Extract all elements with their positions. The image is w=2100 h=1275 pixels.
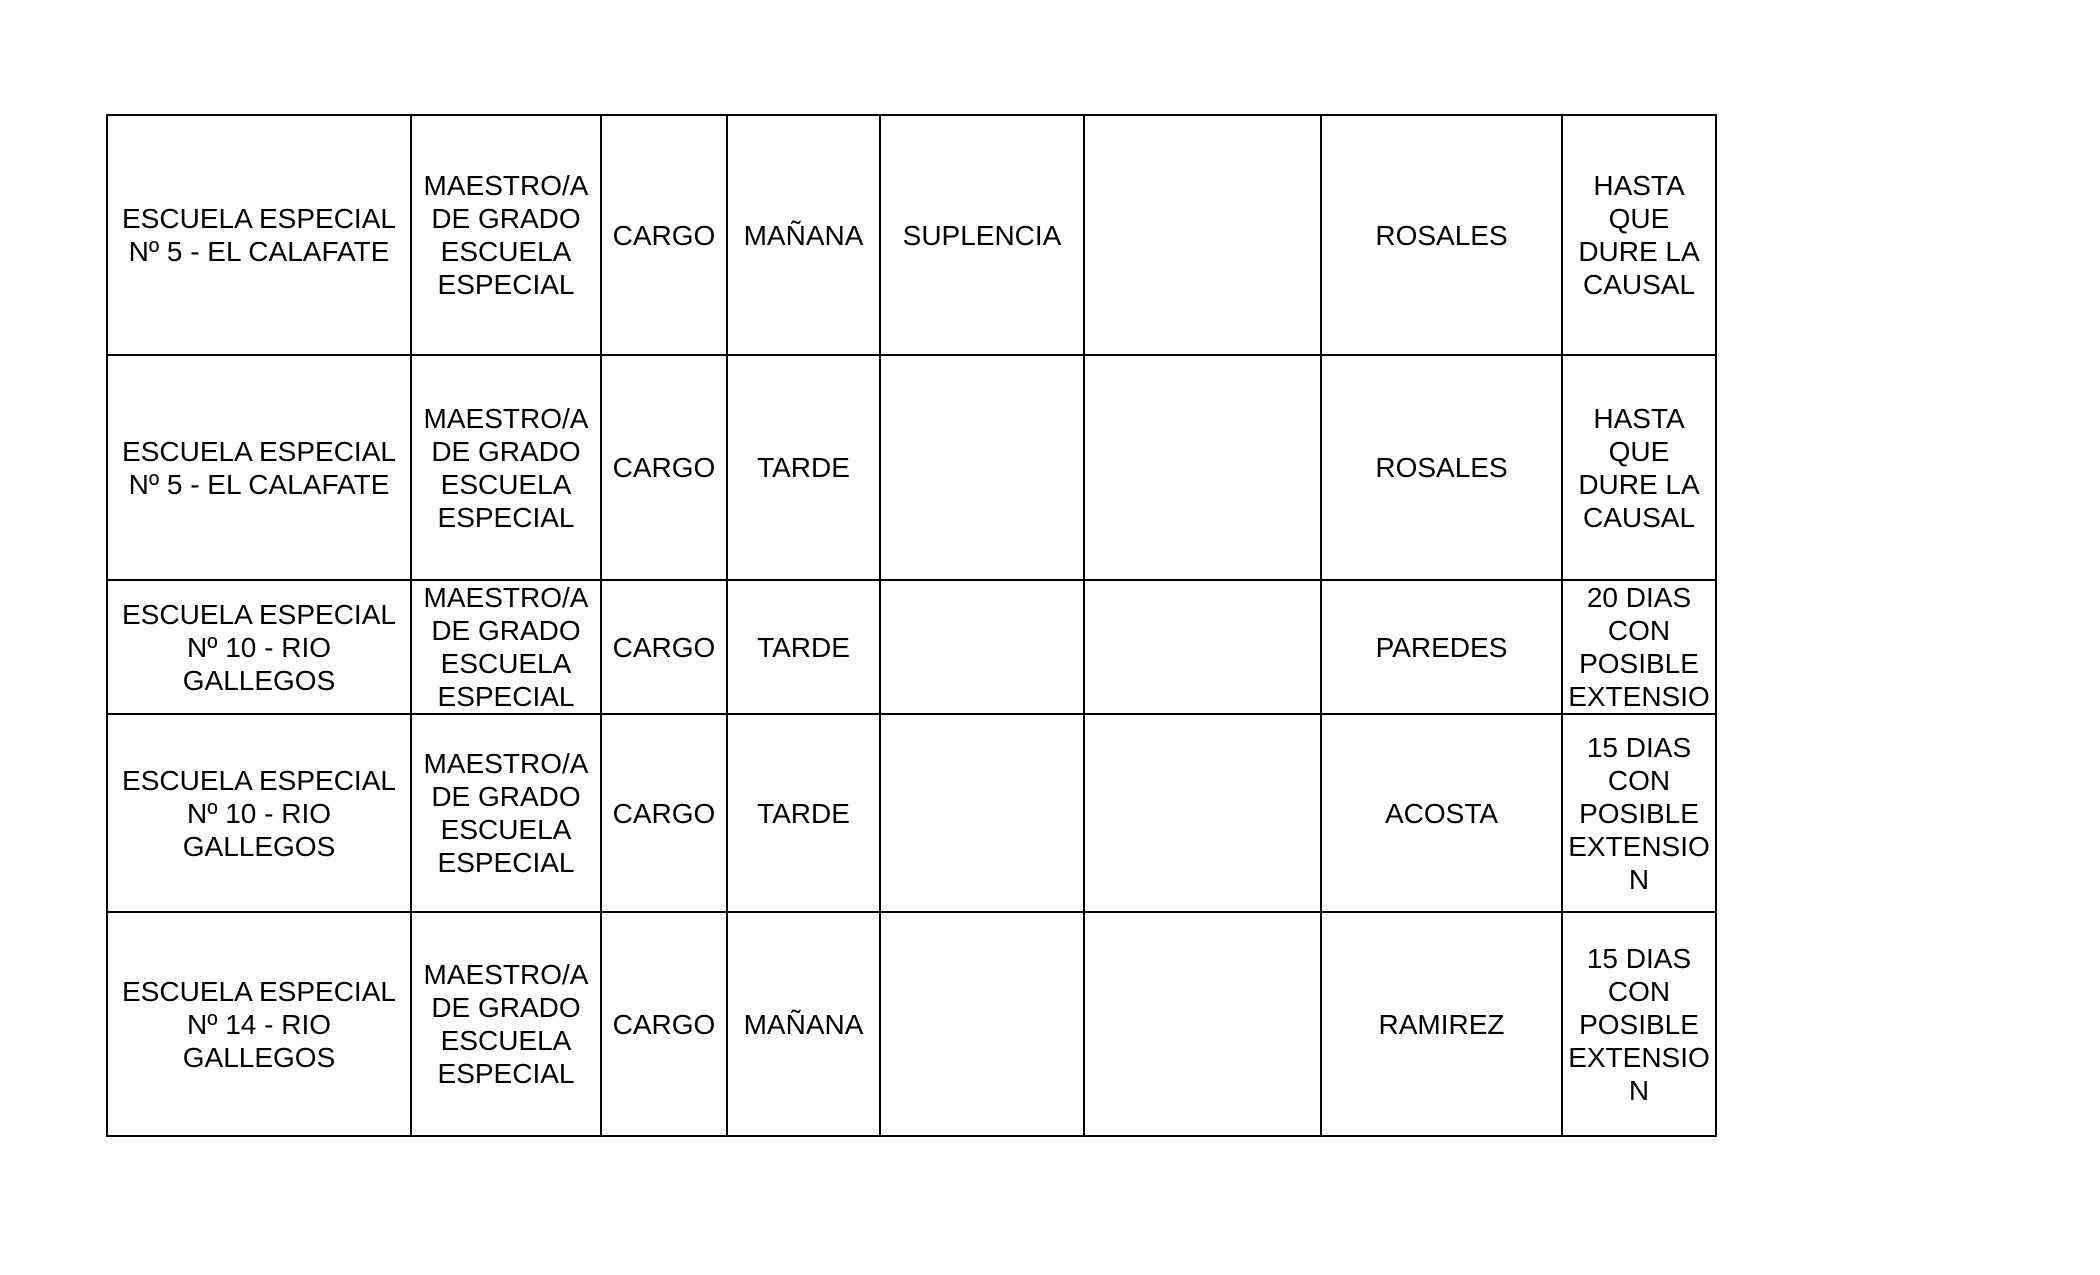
status-cell [880,355,1084,580]
table-row [107,580,1716,714]
shift-cell [727,355,880,580]
position-text: MAESTRO/A DE GRADO ESCUELA ESPECIAL [423,959,589,1089]
school-cell [107,912,411,1136]
duration-text: 15 DIAS CON POSIBLE EXTENSIO N [1568,731,1710,895]
duration-text: 15 DIAS CON POSIBLE EXTENSIO N [1568,942,1710,1106]
surname-cell [1321,355,1562,580]
duration-cell [1562,580,1716,714]
surname-text: ACOSTA [1384,797,1499,829]
blank-cell [1084,714,1321,912]
school-text: ESCUELA ESPECIAL Nº 5 - EL CALAFATE [122,203,396,267]
position-text: MAESTRO/A DE GRADO ESCUELA ESPECIAL [423,170,589,300]
type-cell [601,580,727,714]
type-cell [601,115,727,355]
status-cell [880,912,1084,1136]
shift-cell [727,115,880,355]
duration-cell [1562,115,1716,355]
type-cell [601,355,727,580]
school-text: ESCUELA ESPECIAL Nº 14 - RIO GALLEGOS [122,975,396,1073]
position-text: MAESTRO/A DE GRADO ESCUELA ESPECIAL [423,582,589,712]
school-cell [107,714,411,912]
type-text: CARGO [612,219,716,251]
school-text: ESCUELA ESPECIAL Nº 10 - RIO GALLEGOS [122,764,396,862]
status-cell [880,115,1084,355]
duration-cell [1562,714,1716,912]
school-text: ESCUELA ESPECIAL Nº 10 - RIO GALLEGOS [122,598,396,696]
duration-text: HASTA QUE DURE LA CAUSAL [1578,170,1700,300]
surname-text: ROSALES [1375,452,1508,483]
table-row [107,355,1716,580]
position-cell [411,912,601,1136]
duration-text: 20 DIAS CON POSIBLE EXTENSIO [1568,582,1710,712]
shift-cell [727,912,880,1136]
position-text: MAESTRO/A DE GRADO ESCUELA ESPECIAL [423,748,589,878]
position-cell [411,115,601,355]
shift-cell [727,580,880,714]
position-text: MAESTRO/A DE GRADO ESCUELA ESPECIAL [423,402,589,533]
surname-cell [1321,912,1562,1136]
type-cell [601,714,727,912]
position-cell [411,355,601,580]
blank-cell [1084,580,1321,714]
school-cell [107,115,411,355]
position-cell [411,714,601,912]
surname-cell [1321,714,1562,912]
surname-text: PAREDES [1375,631,1508,663]
shift-text: TARDE [757,631,850,663]
duration-text: HASTA QUE DURE LA CAUSAL [1578,402,1700,533]
surname-cell [1321,115,1562,355]
blank-cell [1084,355,1321,580]
table-row [107,714,1716,912]
duration-cell [1562,912,1716,1136]
type-text: CARGO [612,797,716,829]
school-text: ESCUELA ESPECIAL Nº 5 - EL CALAFATE [122,435,396,500]
type-text: CARGO [612,1008,716,1040]
shift-text: TARDE [757,452,850,483]
status-cell [880,714,1084,912]
surname-cell [1321,580,1562,714]
status-cell [880,580,1084,714]
school-cell [107,580,411,714]
type-text: CARGO [612,631,716,663]
surname-text: RAMIREZ [1378,1008,1505,1040]
shift-text: TARDE [757,797,850,829]
school-cell [107,355,411,580]
shift-cell [727,714,880,912]
status-text: SUPLENCIA [902,219,1062,251]
table-row [107,912,1716,1136]
blank-cell [1084,912,1321,1136]
table-row [107,115,1716,355]
shift-text: MAÑANA [743,1008,864,1040]
position-cell [411,580,601,714]
blank-cell [1084,115,1321,355]
duration-cell [1562,355,1716,580]
vacancies-table [106,114,1717,1137]
surname-text: ROSALES [1375,219,1508,251]
type-cell [601,912,727,1136]
type-text: CARGO [612,452,716,483]
shift-text: MAÑANA [743,219,864,251]
